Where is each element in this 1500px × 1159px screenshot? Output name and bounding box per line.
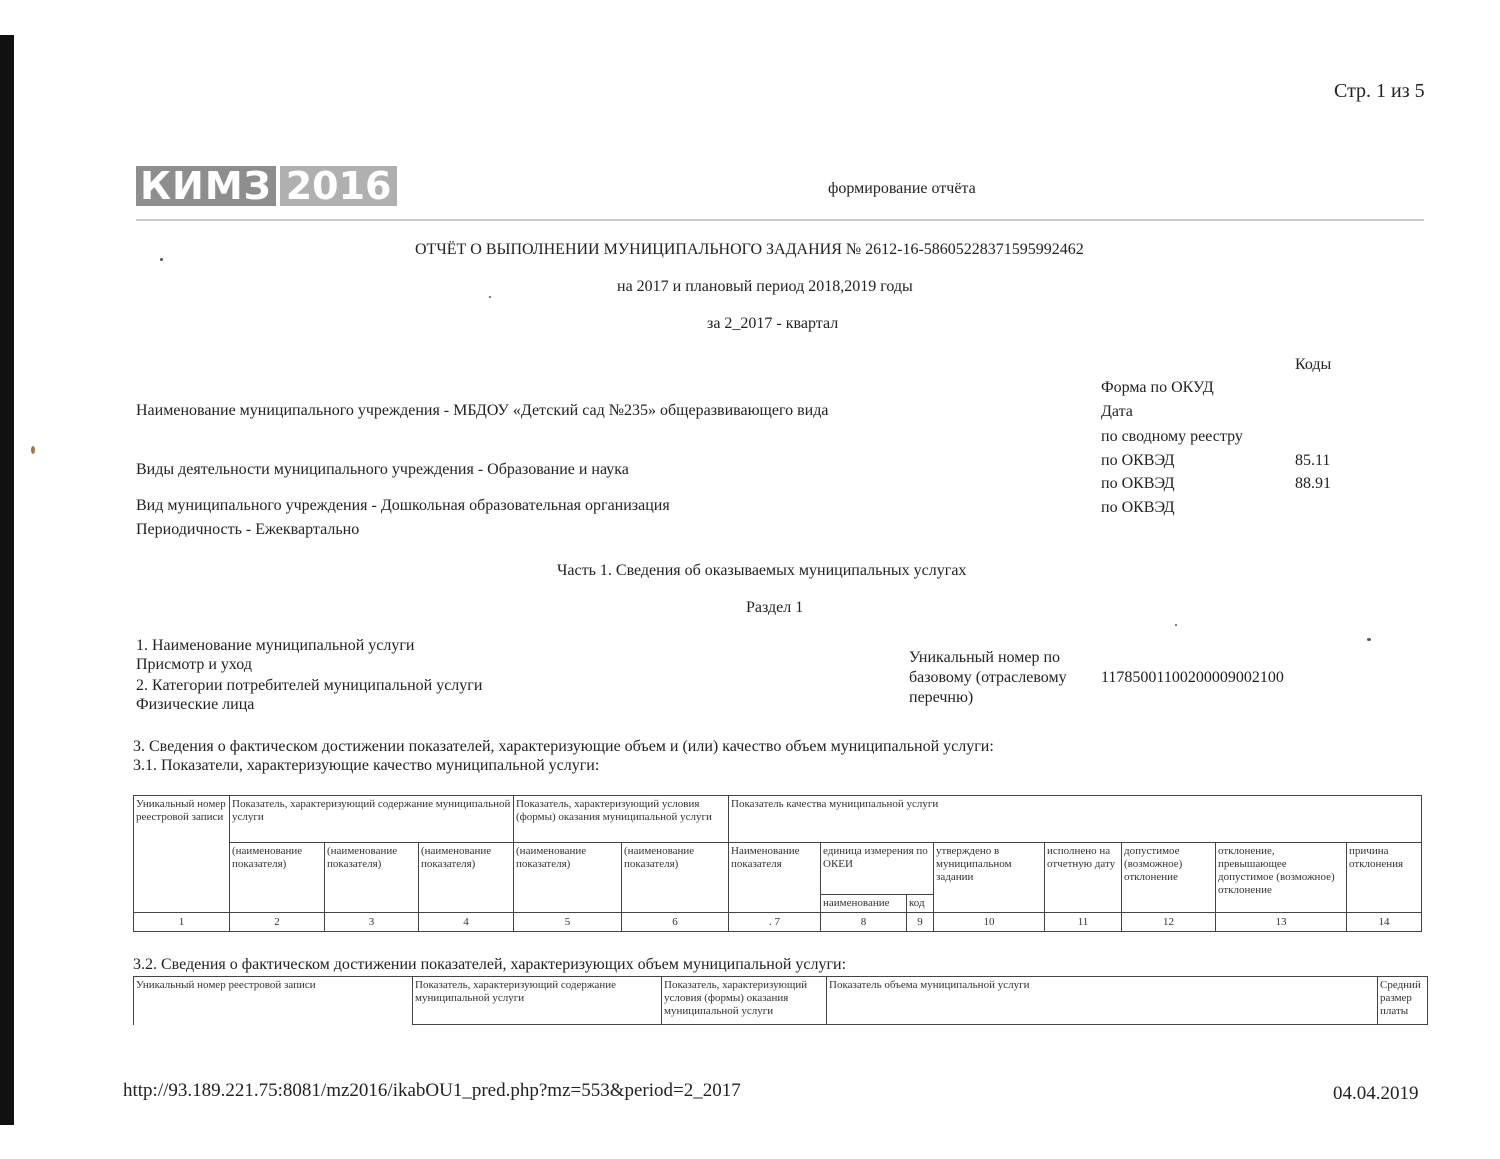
- th-unique-record: Уникальный номер реестровой записи: [134, 796, 230, 913]
- codes-value-okved-2: 88.91: [1295, 475, 1331, 492]
- th-content-name-2: (наименование показателя): [325, 843, 419, 913]
- th-allowed: допустимое (возможное) отклонение: [1122, 843, 1216, 913]
- section3-heading: 3. Сведения о фактическом достижении показателей, характеризующие объем и (или) качество объем муниципальной услуги:: [133, 738, 994, 755]
- page-counter: Стр. 1 из 5: [1334, 80, 1425, 102]
- th-reason: причина отклонения: [1347, 843, 1422, 913]
- institution-name: Наименование муниципального учреждения - МБДОУ «Детский сад №235» общеразвивающего вида: [136, 402, 829, 419]
- th2-content: Показатель, характеризующий содержание муниципальной услуги: [413, 977, 662, 1025]
- period-line: на 2017 и плановый период 2018,2019 годы: [617, 278, 913, 295]
- col-number: 9: [907, 913, 934, 932]
- scan-speck: [31, 446, 35, 454]
- section-title: Раздел 1: [746, 599, 804, 616]
- th2-unique-record: Уникальный номер реестровой записи: [134, 977, 413, 1025]
- th-conditions-name-2: (наименование показателя): [622, 843, 729, 913]
- codes-label-date: Дата: [1101, 403, 1133, 420]
- th-content-name-3: (наименование показателя): [419, 843, 514, 913]
- col-number: 12: [1122, 913, 1216, 932]
- unique-number-label-1: Уникальный номер по: [909, 649, 1061, 666]
- col-number: 11: [1045, 913, 1122, 932]
- scan-speck: [160, 258, 163, 261]
- institution-activity: Виды деятельности муниципального учреждения - Образование и наука: [136, 461, 629, 478]
- col-number: 1: [134, 913, 230, 932]
- th-indicator-name: Наименование показателя: [729, 843, 821, 913]
- scan-speck: [1175, 624, 1177, 626]
- col-number: 4: [419, 913, 514, 932]
- col-number: 6: [622, 913, 729, 932]
- th-conditions-name-1: (наименование показателя): [514, 843, 622, 913]
- institution-periodicity: Периодичность - Ежеквартально: [136, 521, 360, 538]
- th-done: исполнено на отчетную дату: [1045, 843, 1122, 913]
- col-number: 8: [821, 913, 907, 932]
- th-content: Показатель, характеризующий содержание муниципальной услуги: [230, 796, 514, 843]
- unique-number-value: 11785001100200009002100: [1101, 669, 1284, 686]
- unique-number-label-2: базовому (отраслевому: [909, 669, 1067, 686]
- quality-indicators-table: [133, 795, 1422, 932]
- footer-date: 04.04.2019: [1333, 1083, 1419, 1104]
- logo-left: КИМЗ: [136, 166, 276, 206]
- codes-header: Коды: [1295, 356, 1332, 373]
- col-number: 14: [1347, 913, 1422, 932]
- th-conditions: Показатель, характеризующий условия (формы) оказания муниципальной услуги: [514, 796, 729, 843]
- service-category-value: Физические лица: [136, 696, 255, 713]
- kimz-logo: [136, 166, 397, 206]
- col-number: 5: [514, 913, 622, 932]
- footer-url: http://93.189.221.75:8081/mz2016/ikabOU1_pred.php?mz=553&period=2_2017: [123, 1080, 741, 1101]
- codes-label-okved-1: по ОКВЭД: [1101, 452, 1175, 469]
- service-category-label: 2. Категории потребителей муниципальной услуги: [136, 677, 483, 694]
- report-title: ОТЧЁТ О ВЫПОЛНЕНИИ МУНИЦИПАЛЬНОГО ЗАДАНИЯ № 2612-16-5860522837159599246​2: [415, 241, 1084, 258]
- scan-speck: [1367, 638, 1371, 641]
- scan-speck: [489, 296, 491, 298]
- codes-label-okved-3: по ОКВЭД: [1101, 499, 1175, 516]
- part-title: Часть 1. Сведения об оказываемых муниципальных услугах: [557, 562, 967, 579]
- scan-edge: [0, 35, 14, 1125]
- col-number: 3: [325, 913, 419, 932]
- th2-conditions: Показатель, характеризующий условия (формы) оказания муниципальной услуги: [662, 977, 827, 1025]
- service-name-value: Присмотр и уход: [136, 656, 252, 673]
- codes-label-registry: по сводному реестру: [1101, 428, 1243, 445]
- header-divider: [136, 219, 1424, 221]
- th-exceed: отклонение, превышающее допустимое (возможное) отклонение: [1216, 843, 1347, 913]
- th2-volume: Показатель объема муниципальной услуги: [827, 977, 1378, 1025]
- th-quality: Показатель качества муниципальной услуги: [729, 796, 1422, 843]
- th-unit-code: код: [907, 895, 934, 913]
- volume-indicators-table: [133, 976, 1428, 1025]
- th-unit-name: наименование: [821, 895, 907, 913]
- th-content-name-1: (наименование показателя): [230, 843, 325, 913]
- codes-label-okud: Форма по ОКУД: [1101, 379, 1214, 396]
- col-number: 2: [230, 913, 325, 932]
- section32-heading: 3.2. Сведения о фактическом достижении показателей, характеризующих объем муниципальной услуги:: [133, 956, 847, 973]
- th-unit: единица измерения по ОКЕИ: [821, 843, 934, 895]
- quarter-line: за 2_2017 - квартал: [707, 315, 839, 332]
- header-caption: формирование отчёта: [828, 180, 976, 197]
- th2-average-fee: Средний размер платы: [1378, 977, 1428, 1025]
- service-name-label: 1. Наименование муниципальной услуги: [136, 637, 415, 654]
- col-number: . 7: [729, 913, 821, 932]
- col-number: 10: [934, 913, 1045, 932]
- codes-label-okved-2: по ОКВЭД: [1101, 475, 1175, 492]
- section31-heading: 3.1. Показатели, характеризующие качество муниципальной услуги:: [133, 757, 600, 774]
- th-approved: утверждено в муниципальном задании: [934, 843, 1045, 913]
- col-number: 13: [1216, 913, 1347, 932]
- logo-year: 2016: [280, 166, 398, 206]
- codes-value-okved-1: 85.11: [1295, 452, 1331, 469]
- institution-type: Вид муниципального учреждения - Дошкольная образовательная организация: [136, 497, 670, 514]
- unique-number-label-3: перечню): [909, 689, 974, 706]
